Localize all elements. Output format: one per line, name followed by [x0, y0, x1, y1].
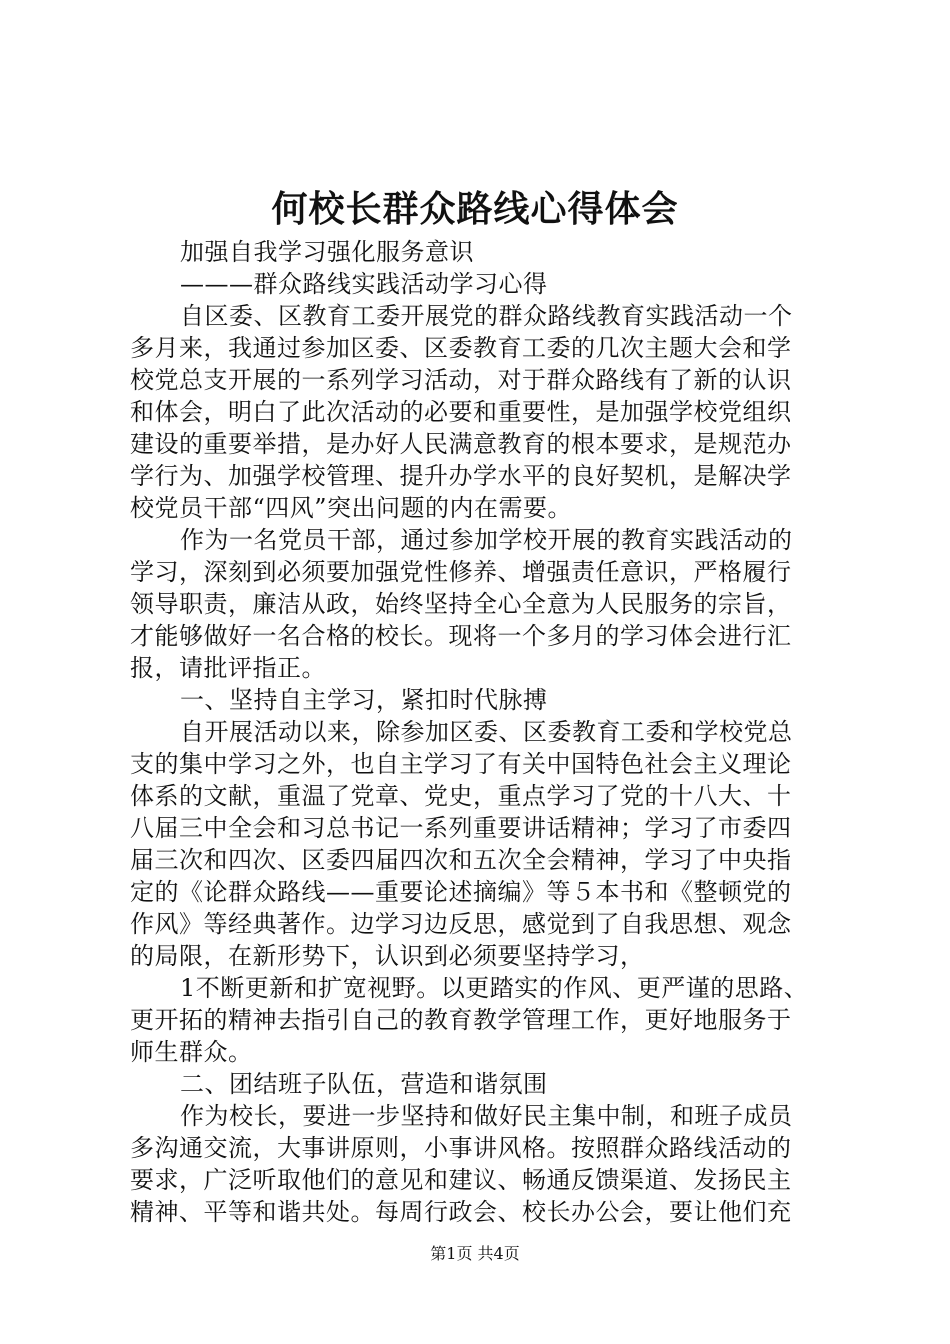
document-body	[130, 236, 850, 1228]
text-line: 加强自我学习强化服务意识	[180, 238, 474, 266]
text-line: 作为校长，要进一步坚持和做好民主集中制，和班子成员	[180, 1102, 793, 1130]
text-line: 届三次和四次、区委四届四次和五次全会精神，学习了中央指	[130, 846, 792, 874]
text-line: 二、团结班子队伍，营造和谐氛围	[180, 1070, 548, 1098]
text-line: 八届三中全会和习总书记一系列重要讲话精神；学习了市委四	[130, 814, 792, 842]
text-line: 师生群众。	[130, 1038, 253, 1066]
text-line: 的局限，在新形势下，认识到必须要坚持学习，	[130, 942, 645, 970]
text-line: ———群众路线实践活动学习心得	[180, 270, 548, 298]
text-line: 才能够做好一名合格的校长。现将一个多月的学习体会进行汇	[130, 622, 792, 650]
text-line: 领导职责，廉洁从政，始终坚持全心全意为人民服务的宗旨，	[130, 590, 792, 618]
text-line: 作风》等经典著作。边学习边反思，感觉到了自我思想、观念	[130, 910, 792, 938]
text-line: 精神、平等和谐共处。每周行政会、校长办公会，要让他们充	[130, 1198, 792, 1226]
text-line: 体系的文献，重温了党章、党史，重点学习了党的十八大、十	[130, 782, 792, 810]
page-title: 何校长群众路线心得体会	[271, 188, 679, 230]
text-line: 学行为、加强学校管理、提升办学水平的良好契机，是解决学	[130, 462, 792, 490]
text-line: 多沟通交流，大事讲原则，小事讲风格。按照群众路线活动的	[130, 1134, 792, 1162]
text-line: 和体会，明白了此次活动的必要和重要性，是加强学校党组织	[130, 398, 792, 426]
text-line: 自区委、区教育工委开展党的群众路线教育实践活动一个	[180, 302, 793, 330]
text-line: 要求，广泛听取他们的意见和建议、畅通反馈渠道、发扬民主	[130, 1166, 792, 1194]
text-line: 定的《论群众路线——重要论述摘编》等５本书和《整顿党的	[130, 878, 792, 906]
text-line: 报，请批评指正。	[130, 654, 326, 682]
text-line: 一、坚持自主学习，紧扣时代脉搏	[180, 686, 548, 714]
text-line: 支的集中学习之外，也自主学习了有关中国特色社会主义理论	[130, 750, 792, 778]
text-line: 校党总支开展的一系列学习活动，对于群众路线有了新的认识	[130, 366, 792, 394]
text-line: 1不断更新和扩宽视野。以更踏实的作风、更严谨的思路、	[180, 974, 809, 1002]
text-line: 校党员干部“四风”突出问题的内在需要。	[130, 494, 573, 522]
text-line: 多月来，我通过参加区委、区委教育工委的几次主题大会和学	[130, 334, 792, 362]
text-line: 作为一名党员干部，通过参加学校开展的教育实践活动的	[180, 526, 793, 554]
text-line: 建设的重要举措，是办好人民满意教育的根本要求，是规范办	[130, 430, 792, 458]
text-line: 更开拓的精神去指引自己的教育教学管理工作，更好地服务于	[130, 1006, 792, 1034]
text-line: 自开展活动以来，除参加区委、区委教育工委和学校党总	[180, 718, 793, 746]
text-line: 学习，深刻到必须要加强党性修养、增强责任意识，严格履行	[130, 558, 792, 586]
page-footer: 第1页 共4页	[430, 1244, 520, 1263]
